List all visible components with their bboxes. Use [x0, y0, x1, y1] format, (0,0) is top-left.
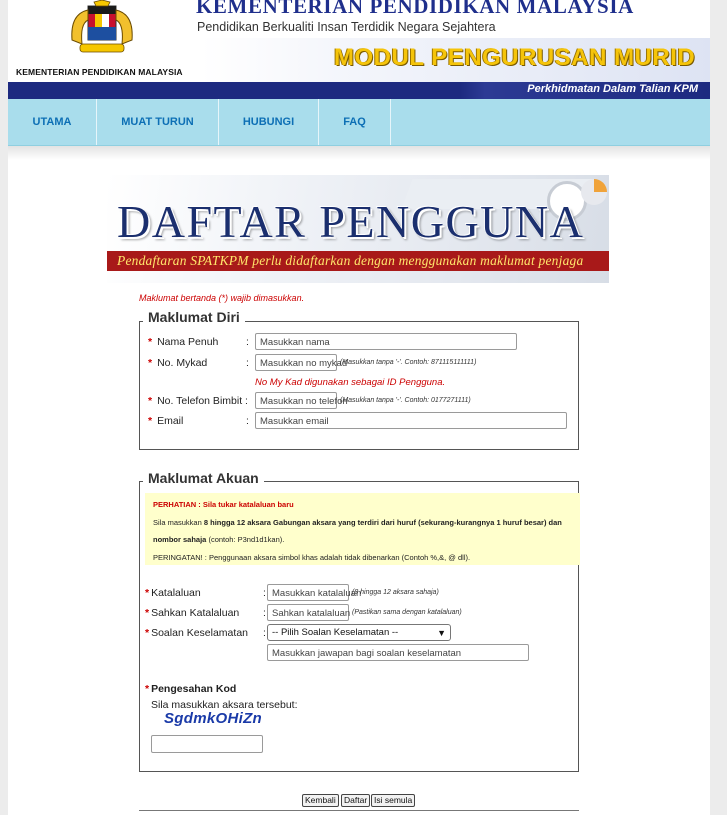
account-info-legend: Maklumat Akuan — [143, 470, 264, 486]
required-star: * — [145, 627, 150, 639]
required-star: * — [148, 336, 153, 348]
password-label: * Katalaluan — [145, 587, 201, 599]
security-question-label: * Soalan Keselamatan — [145, 627, 248, 639]
required-star: * — [148, 415, 153, 427]
nav-item-utama[interactable]: UTAMA — [8, 99, 97, 145]
required-star: * — [145, 587, 150, 599]
required-star: * — [145, 683, 150, 695]
chevron-down-icon: ▼ — [437, 628, 446, 638]
notice-line-2: nombor sahaja (contoh: P3nd1d1kan). — [153, 535, 285, 544]
required-note: Maklumat bertanda (*) wajib dimasukkan. — [139, 293, 305, 303]
required-star: * — [148, 395, 153, 407]
service-label: Perkhidmatan Dalam Talian KPM — [527, 83, 698, 95]
mykad-note: No My Kad digunakan sebagai ID Pengguna. — [255, 377, 446, 388]
confirm-password-label: * Sahkan Katalaluan — [145, 607, 240, 619]
captcha-code: SgdmkOHiZn — [164, 710, 263, 727]
register-button[interactable]: Daftar — [341, 794, 370, 807]
mykad-label: * No. Mykad — [148, 357, 208, 369]
password-input[interactable]: Masukkan katalaluan — [267, 584, 349, 601]
email-input[interactable]: Masukkan email — [255, 412, 567, 429]
register-banner — [107, 175, 609, 283]
coat-of-arms-logo — [58, 0, 146, 62]
email-label: * Email — [148, 415, 184, 427]
phone-input[interactable]: Masukkan no telefon — [255, 392, 337, 409]
service-bar — [8, 82, 710, 99]
reset-button[interactable]: Isi semula — [371, 794, 415, 807]
captcha-instruction: Sila masukkan aksara tersebut: — [151, 699, 298, 711]
captcha-input[interactable] — [151, 735, 263, 753]
notice-title: PERHATIAN : Sila tukar katalaluan baru — [153, 500, 294, 509]
back-button[interactable]: Kembali — [302, 794, 339, 807]
mykad-input[interactable]: Masukkan no mykad — [255, 354, 337, 371]
nav-item-muat-turun[interactable]: MUAT TURUN — [97, 99, 219, 145]
crest-caption: KEMENTERIAN PENDIDIKAN MALAYSIA — [16, 67, 183, 77]
pie-chart-icon — [581, 179, 607, 205]
mykad-hint: (Masukkan tanpa '-'. Contoh: 871115111111) — [340, 359, 477, 366]
notice-line-1: Sila masukkan 8 hingga 12 aksara Gabungan aksara yang terdiri dari huruf (sekurang-kurangnya 1 huruf besar) dan — [153, 518, 562, 527]
phone-hint: (Masukkan tanpa '-'. Contoh: 0177271111) — [340, 397, 471, 404]
banner-title: DAFTAR PENGGUNA — [117, 196, 585, 247]
confirm-password-input[interactable]: Sahkan katalaluan — [267, 604, 349, 621]
security-answer-input[interactable]: Masukkan jawapan bagi soalan keselamatan — [267, 644, 529, 661]
nav-item-faq[interactable]: FAQ — [319, 99, 391, 145]
name-label: * Nama Penuh — [148, 336, 219, 348]
module-title: MODUL PENGURUSAN MURID — [334, 44, 696, 71]
main-nav — [8, 99, 710, 146]
captcha-label: * Pengesahan Kod — [145, 683, 237, 695]
notice-warning: PERINGATAN! : Penggunaan aksara simbol khas adalah tidak dibenarkan (Contoh %,&, @ dll). — [153, 553, 471, 562]
required-star: * — [145, 607, 150, 619]
phone-label: * No. Telefon Bimbit : — [148, 395, 248, 407]
required-star: * — [148, 357, 153, 369]
confirm-password-hint: (Pastikan sama dengan katalaluan) — [352, 609, 462, 616]
password-hint: (8 hingga 12 aksara sahaja) — [352, 589, 439, 596]
site-header — [8, 0, 710, 82]
nav-item-hubungi[interactable]: HUBUNGI — [219, 99, 319, 145]
banner-subtitle: Pendaftaran SPATKPM perlu didaftarkan dengan menggunakan maklumat penjaga — [117, 253, 584, 268]
ministry-title: KEMENTERIAN PENDIDIKAN MALAYSIA — [196, 0, 634, 18]
password-notice — [145, 493, 580, 565]
security-question-select[interactable]: -- Pilih Soalan Keselamatan -- ▼ — [267, 624, 451, 641]
page: KEMENTERIAN PENDIDIKAN MALAYSIA KEMENTERIAN PENDIDIKAN MALAYSIA Pendidikan Berkualiti Insan Terdidik Negara Sejahtera MODUL PENGURUSAN MURID Perkhidmatan Dalam Talian KPM UTAMA MUAT TURUN HUBUNGI FAQ DAFTAR PENGGUNA Pendaftaran SPATKPM perlu didaftarkan dengan menggunakan maklumat penjaga Maklumat bertanda (*) wajib dimasukkan. Maklumat Diri * Nama Penuh : Masukkan nama * No. Mykad : Masukkan no mykad (Masukkan tanpa '-'. Contoh: 871115111111) No My Kad digunakan sebagai ID Pengguna. * No. Telefon Bimbit : Masukkan no telefon (Masukkan tanpa '-'. Contoh: 0177271111) * Email : Masukkan email Maklumat Akuan PERHATIAN : Sila tukar katalaluan baru Sila masukkan 8 hingga 12 aksara Gabungan aksara yang terdiri dari huruf (sekurang-kurangnya 1 huruf besar) dan nombor sahaja (contoh: P3nd1d1kan). PERINGATAN! : Penggunaan aksara simbol khas adalah tidak dibenarkan (Contoh %,&, @ dll). * Katalaluan : Masukkan katalaluan (8 hingga 12 aksara sahaja) * Sahkan Katalaluan : Sahkan katalaluan (Pastikan sama dengan katalaluan) * Soalan Keselamatan : -- Pilih Soalan Keselamatan -- ▼ Masukkan jawapan bagi soalan keselamatan * Pengesahan Kod Sila masukkan aksara tersebut: SgdmkOHiZn Kembali Daftar Isi semula — [8, 0, 710, 815]
personal-info-legend: Maklumat Diri — [143, 309, 245, 325]
ministry-tagline: Pendidikan Berkualiti Insan Terdidik Negara Sejahtera — [197, 20, 496, 34]
name-input[interactable]: Masukkan nama — [255, 333, 517, 350]
